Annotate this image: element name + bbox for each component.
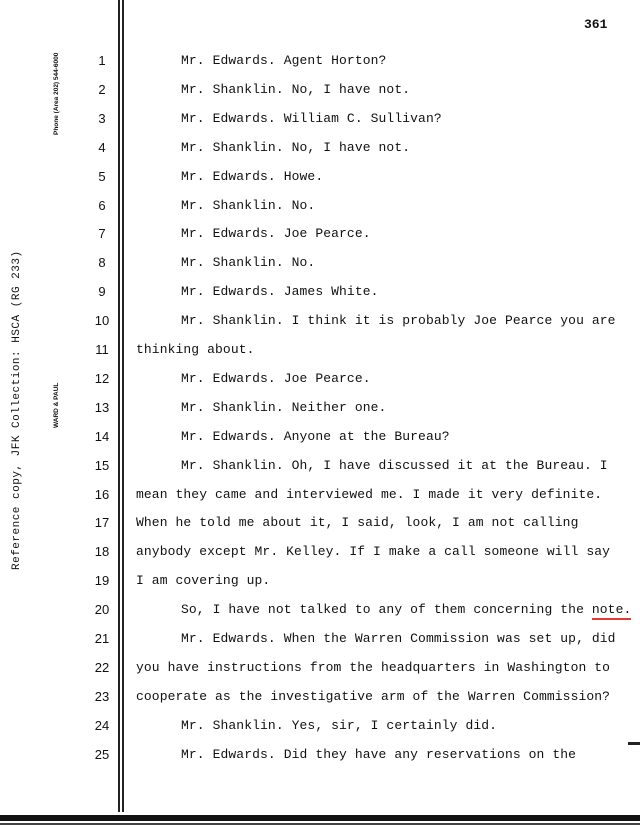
- line-number: 25: [94, 746, 110, 762]
- transcript-line: [0, 573, 640, 593]
- line-number: 11: [95, 342, 109, 357]
- transcript-line: [0, 544, 640, 564]
- line-number: 17: [94, 515, 110, 531]
- line-text: Mr. Shanklin. No, I have not.: [181, 139, 411, 155]
- line-number: 14: [94, 428, 110, 444]
- line-text: anybody except Mr. Kelley. If I make a call someone will say: [136, 544, 611, 560]
- transcript-line: [0, 515, 640, 535]
- line-text: Mr. Shanklin. No.: [181, 255, 316, 271]
- line-text: you have instructions from the headquarters in Washington to: [136, 659, 611, 675]
- firm-stamp: WARD & PAUL: [53, 382, 60, 428]
- line-number: 10: [94, 313, 110, 329]
- transcript-line: [0, 226, 640, 246]
- line-text: Mr. Edwards. Did they have any reservations on the: [181, 746, 577, 762]
- line-number: 12: [94, 370, 110, 386]
- line-number: 20: [94, 602, 110, 618]
- transcript-line: [0, 458, 640, 478]
- edge-mark: [628, 742, 640, 745]
- bottom-border: [0, 815, 640, 821]
- line-number: 8: [98, 255, 106, 271]
- line-text: mean they came and interviewed me. I made it very definite.: [136, 486, 603, 502]
- reference-stamp: Reference copy, JFK Collection: HSCA (RG 233): [11, 250, 23, 570]
- line-number: 7: [98, 226, 106, 242]
- transcript-line: [0, 631, 640, 651]
- bottom-border-thin: [0, 823, 640, 825]
- transcript-line: [0, 255, 640, 275]
- line-number: 5: [98, 168, 106, 184]
- line-text: Mr. Edwards. Howe.: [181, 168, 324, 184]
- page-number: 361: [584, 17, 608, 32]
- underlined-word: note.: [592, 602, 632, 620]
- line-text: Mr. Shanklin. Oh, I have discussed it at the Bureau. I: [181, 457, 608, 473]
- line-text: Mr. Edwards. Joe Pearce.: [181, 226, 371, 242]
- transcript-line: [0, 371, 640, 391]
- transcript-line: [0, 718, 640, 738]
- line-text: Mr. Edwards. Agent Horton?: [181, 53, 387, 68]
- transcript-line: [0, 689, 640, 709]
- transcript-line: [0, 284, 640, 304]
- transcript-line: [0, 660, 640, 680]
- line-number: 23: [94, 688, 110, 704]
- transcript-line: [0, 429, 640, 449]
- line-text: Mr. Edwards. When the Warren Commission was set up, did: [181, 631, 616, 646]
- line-number: 19: [94, 573, 110, 589]
- line-text: Mr. Edwards. Joe Pearce.: [181, 370, 371, 386]
- line-text: When he told me about it, I said, look, I am not calling: [136, 515, 579, 531]
- line-text: Mr. Shanklin. Yes, sir, I certainly did.: [181, 717, 498, 733]
- line-text: Mr. Edwards. James White.: [181, 284, 379, 300]
- transcript-line: [0, 82, 640, 102]
- line-number: 13: [94, 399, 110, 415]
- line-text: Mr. Shanklin. I think it is probably Joe Pearce you are: [181, 313, 616, 329]
- line-number: 16: [94, 486, 110, 502]
- transcript-line: [0, 169, 640, 189]
- line-number: 21: [94, 631, 110, 646]
- line-text: So, I have not talked to any of them concerning the note.: [181, 602, 631, 617]
- line-number: 15: [94, 457, 110, 473]
- line-number: 4: [98, 139, 106, 155]
- transcript-line: [0, 342, 640, 362]
- line-number: 6: [98, 197, 106, 213]
- transcript-line: [0, 400, 640, 420]
- transcript-line: [0, 111, 640, 131]
- transcript-line: [0, 747, 640, 767]
- line-number: 22: [94, 659, 110, 675]
- transcript-line: [0, 198, 640, 218]
- line-text: Mr. Shanklin. No.: [181, 197, 316, 213]
- line-number: 18: [94, 544, 110, 560]
- line-text: Mr. Edwards. Anyone at the Bureau?: [181, 428, 450, 444]
- line-text: I am covering up.: [136, 573, 271, 589]
- line-text: Mr. Shanklin. No, I have not.: [181, 81, 411, 97]
- line-number: 9: [98, 284, 106, 300]
- line-text: Mr. Shanklin. Neither one.: [181, 399, 387, 415]
- transcript-line: [0, 53, 640, 73]
- transcript-line: [0, 313, 640, 333]
- line-number: 1: [98, 53, 106, 68]
- line-number: 2: [98, 81, 106, 97]
- transcript-line: [0, 487, 640, 507]
- transcript-line: [0, 140, 640, 160]
- line-text: thinking about.: [136, 342, 255, 357]
- line-text: Mr. Edwards. William C. Sullivan?: [181, 110, 442, 126]
- phone-stamp: Phone (Area 202) 544-6000: [53, 52, 60, 135]
- transcript-line: [0, 602, 640, 622]
- line-text: cooperate as the investigative arm of the Warren Commission?: [136, 688, 611, 704]
- line-number: 3: [98, 110, 106, 126]
- line-number: 24: [94, 717, 110, 733]
